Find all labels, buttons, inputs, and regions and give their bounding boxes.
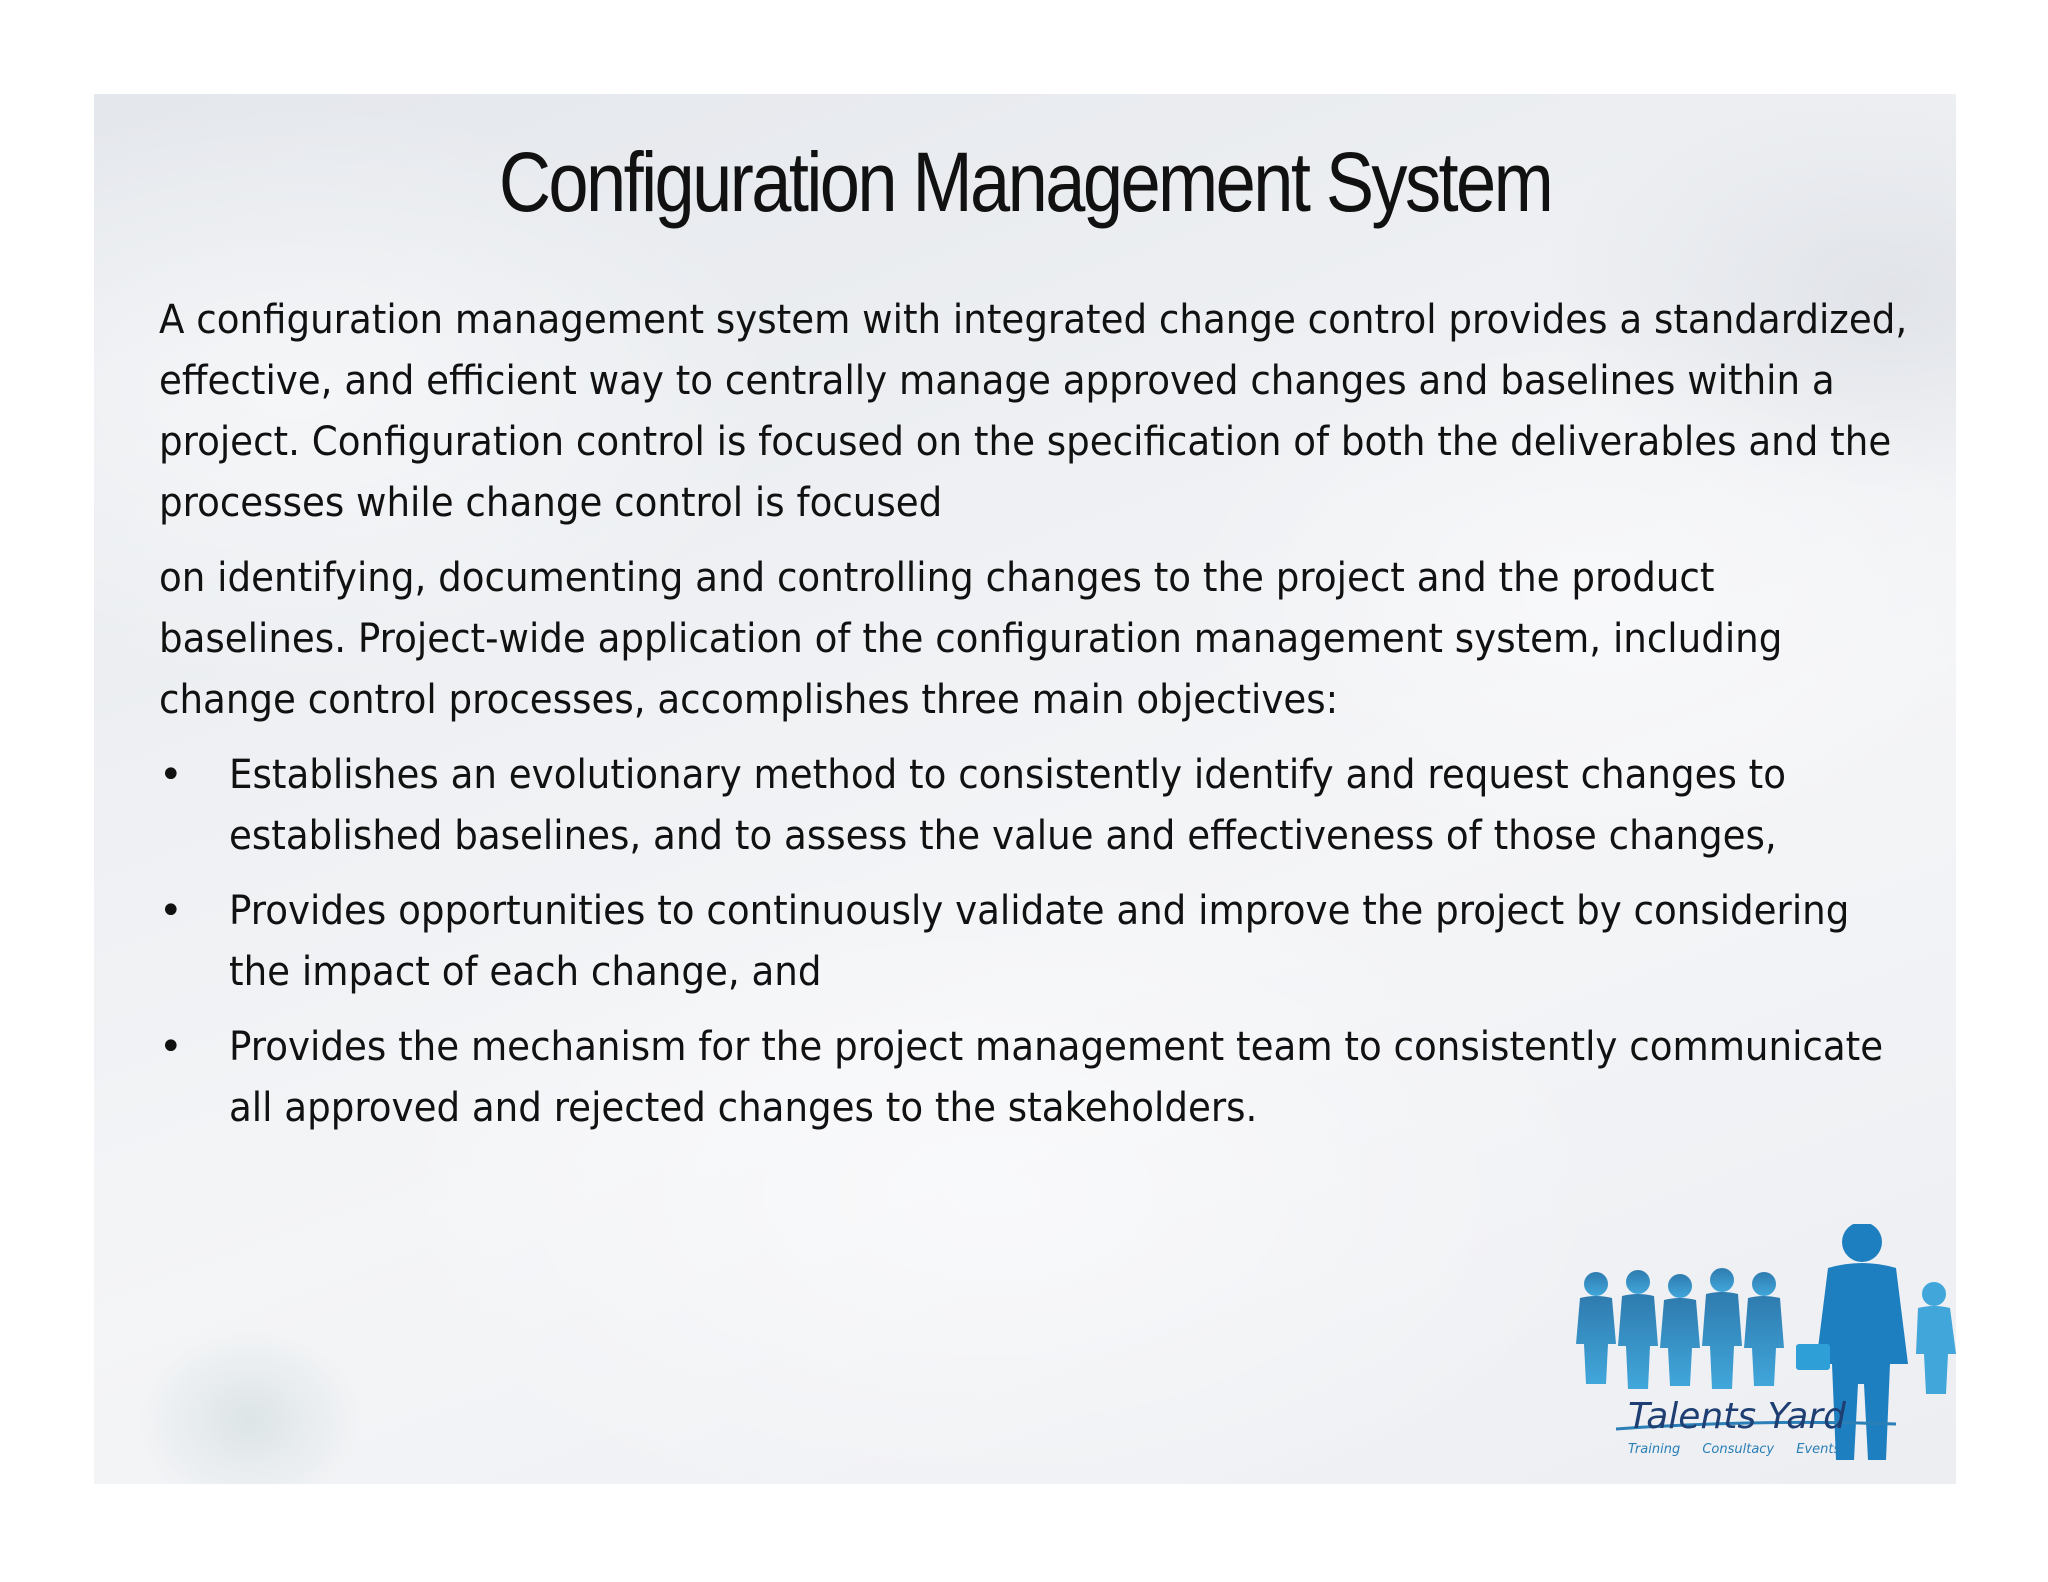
bullet-icon: • [159, 1024, 183, 1070]
bullet-text: Provides opportunities to continuously validate and improve the project by considering the impact of each change, and [229, 888, 1850, 995]
bullet-icon: • [159, 888, 183, 934]
background-texture [134, 1324, 364, 1484]
logo-name: Talents Yard [1628, 1396, 1846, 1437]
talents-yard-logo [1556, 1224, 1956, 1484]
list-item [159, 881, 1919, 1003]
bullet-text: Establishes an evolutionary method to consistently identify and request changes to established baselines, and to assess the value and effectiveness of those changes, [229, 752, 1787, 859]
bullet-text: Provides the mechanism for the project management team to consistently communicate all approved and rejected changes to the stakeholders. [229, 1024, 1884, 1131]
list-item [159, 1017, 1919, 1139]
paragraph-1: A configuration management system with integrated change control provides a standardized, effective, and efficient way to centrally manage approved changes and baselines within a project. Configuration control is focused on the specification of both the deliverables and the processes while change control is focused [159, 297, 1908, 526]
objectives-list [159, 745, 1919, 1139]
list-item [159, 745, 1919, 867]
slide-body [159, 290, 1919, 1153]
logo-tagline: Training Consultacy Events [1628, 1442, 1841, 1457]
slide-title: Configuration Management System [498, 135, 1552, 229]
paragraph-2: on identifying, documenting and controlling changes to the project and the product baselines. Project-wide application of the configuration management system, including change control processes, accomplishes three main objectives: [159, 555, 1783, 723]
slide [94, 94, 1956, 1484]
bullet-icon: • [159, 752, 183, 798]
